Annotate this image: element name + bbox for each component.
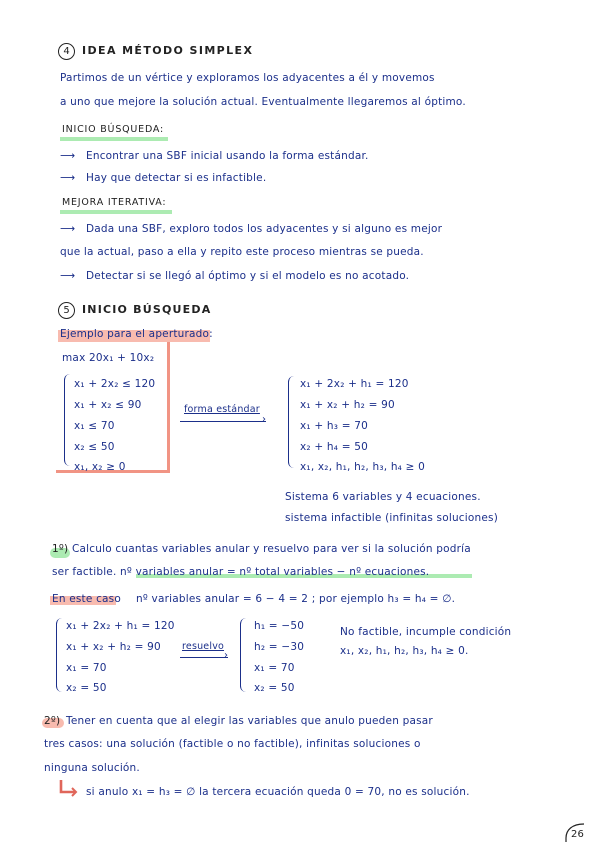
brace (56, 618, 63, 692)
arrow-head-icon: › (224, 650, 229, 661)
constraint: x₁ + 2x₂ ≤ 120 (74, 378, 156, 390)
brace (240, 618, 247, 692)
note: sistema infactible (infinitas soluciones) (285, 512, 499, 524)
equation: x₁ + 2x₂ + h₁ = 120 (66, 620, 175, 632)
conclusion: No factible, incumple condición (340, 626, 512, 638)
constraint: x₁, x₂ ≥ 0 (74, 461, 126, 473)
equation: x₂ = 50 (66, 682, 107, 694)
arrow-icon: ⟶ (60, 150, 76, 162)
arrow-label: resuelvo (182, 641, 225, 652)
equation: x₁ + x₂ + h₂ = 90 (66, 641, 161, 653)
conclusion: x₁, x₂, h₁, h₂, h₃, h₄ ≥ 0. (340, 645, 469, 657)
equation: x₁, x₂, h₁, h₂, h₃, h₄ ≥ 0 (300, 461, 426, 473)
equation: x₁ + 2x₂ + h₁ = 120 (300, 378, 409, 390)
case-label: En este caso (52, 593, 121, 605)
case-text: nº variables anular = 6 − 4 = 2 ; por ejemplo h₃ = h₄ = ∅. (136, 593, 456, 605)
pink-bracket (167, 342, 170, 472)
step-text: tres casos: una solución (factible o no factible), infinitas soluciones o (44, 738, 421, 750)
example-label: Ejemplo para el aperturado: (60, 328, 213, 340)
equation: x₂ + h₄ = 50 (300, 441, 368, 453)
result: x₂ = 50 (254, 682, 295, 694)
arrow-line (180, 657, 228, 658)
arrow-head-icon: › (262, 414, 267, 425)
arrow-label: forma estándar (184, 404, 260, 415)
brace (64, 374, 71, 466)
section-number-circle: 5 (58, 302, 75, 319)
equation: x₁ + h₃ = 70 (300, 420, 368, 432)
green-highlight (60, 210, 172, 214)
result: x₁ = 70 (254, 662, 295, 674)
step-text: Tener en cuenta que al elegir las variables que anulo pueden pasar (66, 715, 433, 727)
step-arrow-text: si anulo x₁ = h₃ = ∅ la tercera ecuación queda 0 = 70, no es solución. (86, 786, 470, 798)
inicio-heading: INICIO BÚSQUEDA: (62, 124, 165, 135)
green-highlight (60, 137, 168, 141)
arrow-icon: ⟶ (60, 270, 76, 282)
arrow-icon: ⟶ (60, 172, 76, 184)
list-item: Hay que detectar si es infactible. (86, 172, 267, 184)
constraint: x₁ ≤ 70 (74, 420, 115, 432)
constraint: x₁ + x₂ ≤ 90 (74, 399, 142, 411)
brace (288, 376, 295, 468)
intro-line: a uno que mejore la solución actual. Eventualmente llegaremos al óptimo. (60, 96, 466, 108)
list-item: Encontrar una SBF inicial usando la forma estándar. (86, 150, 369, 162)
note: Sistema 6 variables y 4 ecuaciones. (285, 491, 481, 503)
step-text: Calculo cuantas variables anular y resuelvo para ver si la solución podría (72, 543, 471, 555)
constraint: x₂ ≤ 50 (74, 441, 115, 453)
step-text: ser factible. nº variables anular = nº total variables − nº ecuaciones. (52, 566, 430, 578)
objective-function: max 20x₁ + 10x₂ (62, 352, 155, 364)
page-number: 26 (571, 829, 585, 840)
step-number: 2º) (44, 715, 61, 727)
intro-line: Partimos de un vértice y exploramos los adyacentes a él y movemos (60, 72, 435, 84)
list-item: Dada una SBF, exploro todos los adyacentes y si alguno es mejor (86, 223, 443, 235)
section-title: INICIO BÚSQUEDA (82, 303, 212, 316)
step-number: 1º) (52, 543, 69, 555)
section-number-circle: 4 (58, 43, 75, 60)
arrow-line (180, 421, 266, 422)
equation: x₁ + x₂ + h₂ = 90 (300, 399, 395, 411)
result: h₁ = −50 (254, 620, 305, 632)
equation: x₁ = 70 (66, 662, 107, 674)
mejora-heading: MEJORA ITERATIVA: (62, 197, 167, 208)
result: h₂ = −30 (254, 641, 305, 653)
arrow-icon: ⟶ (60, 223, 76, 235)
step-text: ninguna solución. (44, 762, 140, 774)
list-item: Detectar si se llegó al óptimo y si el modelo es no acotado. (86, 270, 410, 282)
return-arrow-icon (58, 778, 80, 800)
list-item-continuation: que la actual, paso a ella y repito este proceso mientras se pueda. (60, 246, 424, 258)
section-title: IDEA MÉTODO SIMPLEX (82, 44, 254, 57)
